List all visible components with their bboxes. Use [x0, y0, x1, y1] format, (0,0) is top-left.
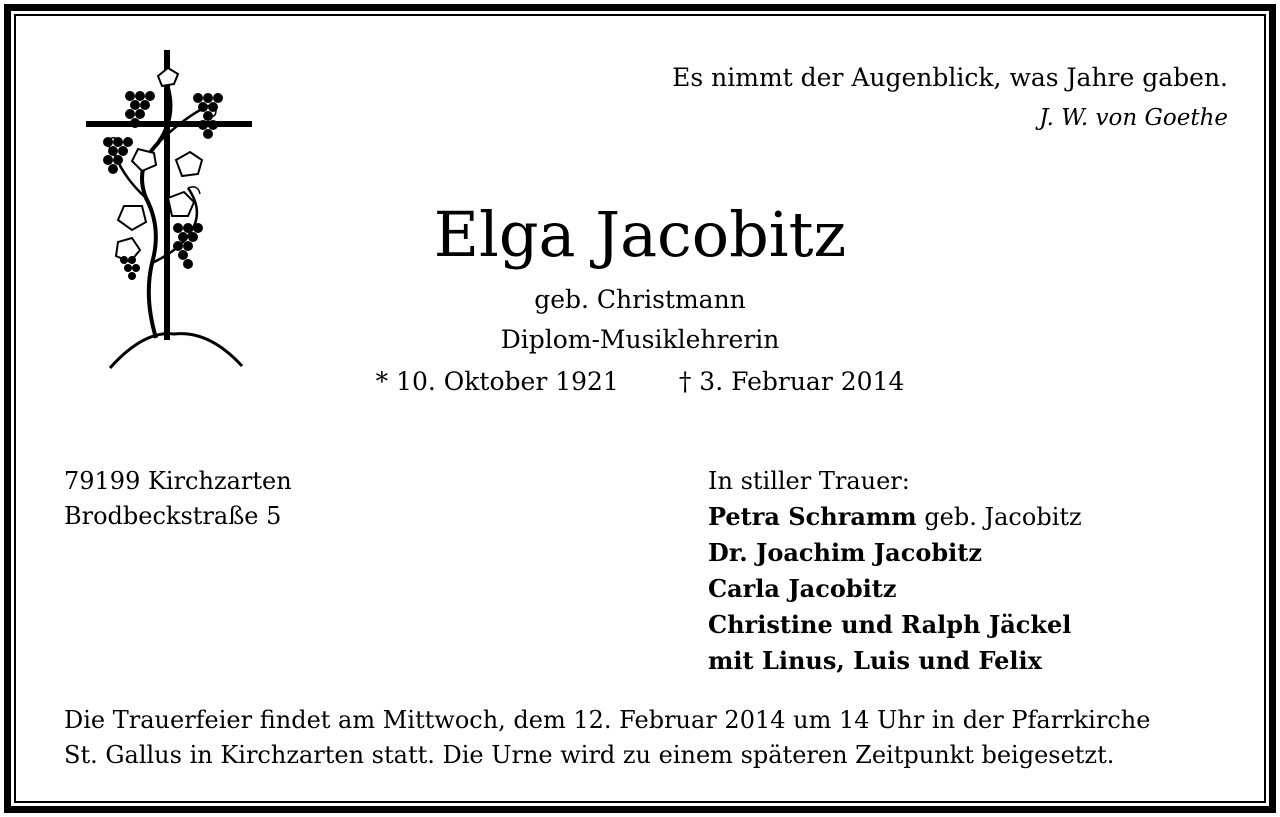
- mourner-entry: [708, 607, 1082, 643]
- mourners-block: [708, 464, 1082, 679]
- mourner-name: mit Linus, Luis und Felix: [708, 646, 1042, 675]
- notice-line-1: Die Trauerfeier findet am Mittwoch, dem 12. Februar 2014 um 14 Uhr in der Pfarrkirche: [64, 706, 1151, 734]
- funeral-notice: [64, 703, 1224, 773]
- mourner-entry: [708, 499, 1082, 535]
- birth-date: * 10. Oktober 1921: [375, 367, 619, 396]
- mourner-name: Christine und Ralph Jäckel: [708, 610, 1072, 639]
- address-block: [64, 464, 292, 534]
- birth-name: geb. Christmann: [534, 285, 746, 314]
- mourner-entry: [708, 643, 1082, 679]
- address-line-2: Brodbeckstraße 5: [64, 502, 282, 530]
- quote-text: Es nimmt der Augenblick, was Jahre gaben.: [672, 63, 1228, 92]
- address-line-1: 79199 Kirchzarten: [64, 467, 292, 495]
- deceased-block: [340, 190, 940, 402]
- life-dates: [340, 362, 940, 402]
- notice-line-2: St. Gallus in Kirchzarten statt. Die Urne wird zu einem späteren Zeitpunkt beigesetzt.: [64, 741, 1115, 769]
- cross-with-grapevine-icon: [84, 48, 254, 372]
- mourner-entry: [708, 571, 1082, 607]
- mourner-name: Carla Jacobitz: [708, 574, 897, 603]
- mourner-name: Dr. Joachim Jacobitz: [708, 538, 982, 567]
- death-date: † 3. Februar 2014: [678, 367, 905, 396]
- quote-author: J. W. von Goethe: [1039, 105, 1228, 131]
- mourner-entry: [708, 535, 1082, 571]
- mourner-name: Petra Schramm: [708, 502, 917, 531]
- quote-block: [672, 58, 1228, 138]
- profession: Diplom-Musiklehrerin: [500, 325, 780, 354]
- mourners-heading: In stiller Trauer:: [708, 467, 910, 495]
- deceased-name: Elga Jacobitz: [433, 198, 847, 271]
- mourner-suffix: geb. Jacobitz: [916, 503, 1082, 531]
